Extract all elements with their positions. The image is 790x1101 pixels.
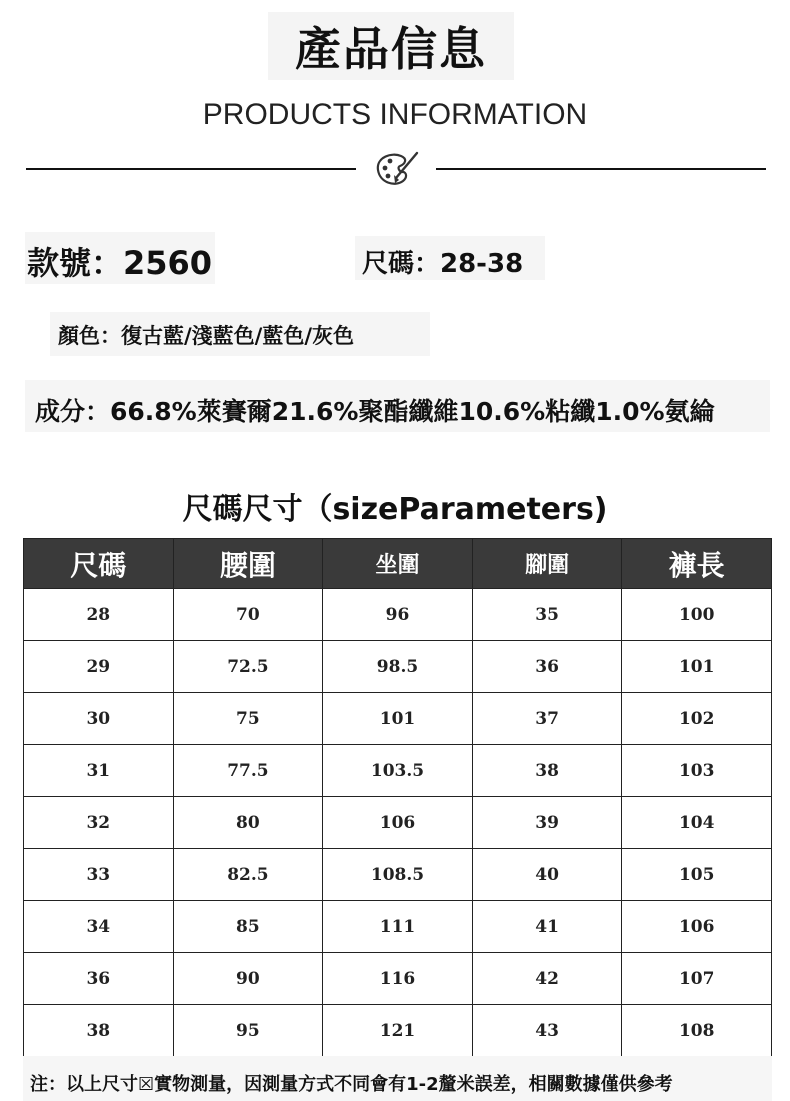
header-hip: 坐圍	[323, 539, 473, 589]
table-row	[24, 1005, 772, 1057]
table-cell: 33	[24, 849, 174, 901]
table-cell: 28	[24, 589, 174, 641]
table-cell: 37	[472, 693, 622, 745]
table-row	[24, 641, 772, 693]
table-cell: 90	[173, 953, 323, 1005]
size-table-body	[24, 589, 772, 1057]
table-cell: 101	[622, 641, 772, 693]
palette-icon	[370, 148, 424, 190]
table-row	[24, 797, 772, 849]
table-cell: 100	[622, 589, 772, 641]
table-cell: 34	[24, 901, 174, 953]
table-cell: 70	[173, 589, 323, 641]
table-cell: 96	[323, 589, 473, 641]
table-cell: 36	[24, 953, 174, 1005]
table-cell: 39	[472, 797, 622, 849]
table-row	[24, 901, 772, 953]
size-range: 尺碼：28-38	[362, 249, 524, 279]
table-cell: 80	[173, 797, 323, 849]
table-cell: 107	[622, 953, 772, 1005]
table-cell: 40	[472, 849, 622, 901]
table-cell: 30	[24, 693, 174, 745]
table-cell: 95	[173, 1005, 323, 1057]
table-cell: 98.5	[323, 641, 473, 693]
table-cell: 103.5	[323, 745, 473, 797]
table-cell: 43	[472, 1005, 622, 1057]
table-row	[24, 693, 772, 745]
table-cell: 103	[622, 745, 772, 797]
table-row	[24, 745, 772, 797]
table-cell: 77.5	[173, 745, 323, 797]
table-cell: 72.5	[173, 641, 323, 693]
table-row	[24, 953, 772, 1005]
table-cell: 105	[622, 849, 772, 901]
header-size: 尺碼	[24, 539, 174, 589]
table-cell: 42	[472, 953, 622, 1005]
table-cell: 111	[323, 901, 473, 953]
table-cell: 31	[24, 745, 174, 797]
table-cell: 106	[323, 797, 473, 849]
table-row	[24, 849, 772, 901]
table-cell: 104	[622, 797, 772, 849]
table-cell: 106	[622, 901, 772, 953]
composition-line: 成分：66.8%萊賽爾21.6%聚酯纖維10.6%粘纖1.0%氨綸	[35, 397, 715, 426]
table-cell: 102	[622, 693, 772, 745]
size-table-title: 尺碼尺寸（sizeParameters)	[182, 492, 608, 527]
table-cell: 38	[472, 745, 622, 797]
table-row	[24, 589, 772, 641]
table-cell: 35	[472, 589, 622, 641]
table-cell: 36	[472, 641, 622, 693]
header-length: 褲長	[622, 539, 772, 589]
table-cell: 32	[24, 797, 174, 849]
header-hem: 腳圍	[472, 539, 622, 589]
table-cell: 41	[472, 901, 622, 953]
colors-line: 顏色：復古藍/淺藍色/藍色/灰色	[58, 324, 355, 348]
page-subtitle: PRODUCTS INFORMATION	[202, 98, 588, 131]
divider-right	[436, 168, 766, 170]
divider-left	[26, 168, 356, 170]
table-cell: 29	[24, 641, 174, 693]
table-cell: 38	[24, 1005, 174, 1057]
table-cell: 108.5	[323, 849, 473, 901]
page-title: 產品信息	[268, 12, 514, 80]
table-cell: 116	[323, 953, 473, 1005]
table-cell: 121	[323, 1005, 473, 1057]
size-table	[23, 538, 772, 1057]
table-cell: 108	[622, 1005, 772, 1057]
table-cell: 85	[173, 901, 323, 953]
style-number: 款號：2560	[27, 244, 213, 282]
size-table-header-row	[24, 539, 772, 589]
table-cell: 82.5	[173, 849, 323, 901]
table-cell: 75	[173, 693, 323, 745]
footnote: 注：以上尺寸☒實物測量，因測量方式不同會有1-2釐米誤差，相關數據僅供參考	[30, 1074, 673, 1095]
header-waist: 腰圍	[173, 539, 323, 589]
table-cell: 101	[323, 693, 473, 745]
